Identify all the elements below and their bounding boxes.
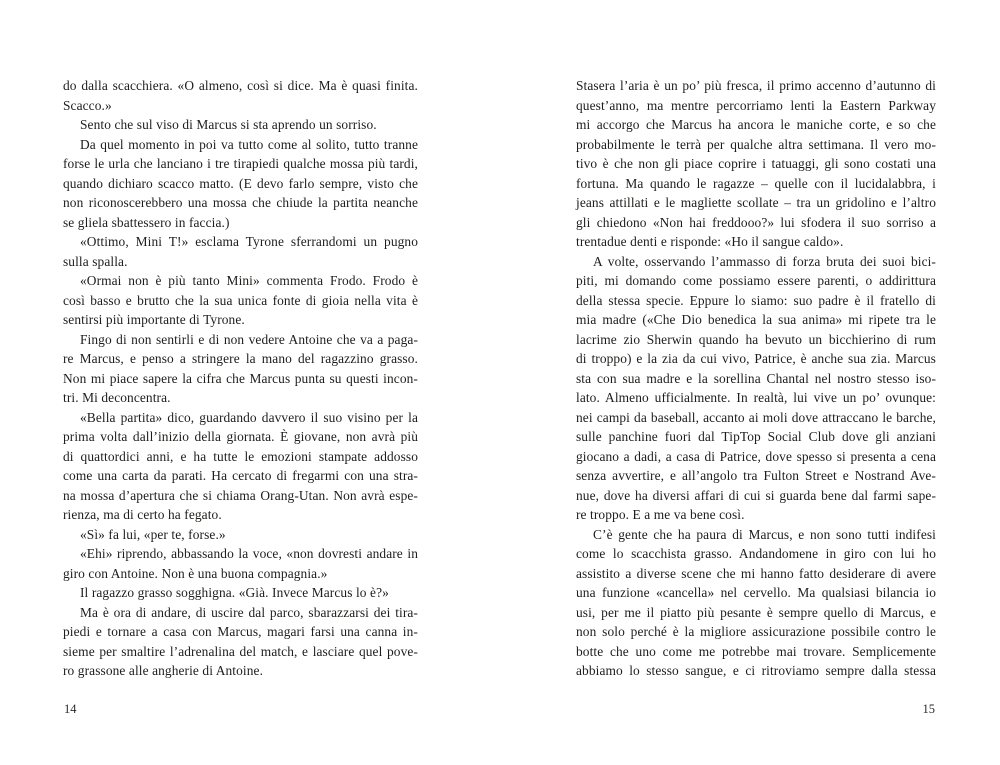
text-line: Non mi piace sapere la cifra che Marcus punta su questi incon- [63, 370, 418, 386]
text-line: nue, dove ha diversi affari di cui si guarda bene dal farmi sape- [576, 487, 936, 503]
text-line: Da quel momento in poi va tutto come al solito, tutto tranne [80, 136, 418, 152]
text-line: come lo scacchista grasso. Andandomene in giro con lui ho [576, 546, 936, 561]
text-line: Stasera l’aria è un po’ più fresca, il primo accenno d’autunno di [576, 78, 936, 93]
text-line: trentadue denti e risponde: «Ho il sangue caldo». [576, 234, 844, 249]
text-line: forse le urla che lanciano i tre tirapiedi qualche mossa più tardi, [63, 156, 418, 171]
left-page-number: 14 [64, 702, 77, 716]
text-line: lacrime zio Sherwin quando ha bevuto un bicchierino di rum [576, 331, 936, 347]
text-line: assistito a diverse scene che mi hanno fatto desiderare di avere [576, 565, 936, 581]
text-line: fortuna. Ma quando le ragazze – quelle con il lucidalabbra, i [576, 175, 936, 191]
text-line: do dalla scacchiera. «O almeno, così si dice. Ma è quasi finita. [63, 78, 418, 93]
text-line: sta con sua madre e la sorellina Chantal nel nostro stesso iso- [576, 370, 936, 386]
text-line: se gliela sbattessero in faccia.) [63, 214, 230, 230]
text-line: come una carta da parati. Ha cercato di fregarmi con una stra- [63, 468, 418, 483]
text-line: piti, mi domando come possiamo essere parenti, o addirittura [576, 273, 936, 288]
text-line: una funzione «cancella» nel cervello. Ma qualsiasi bilancia io [576, 585, 936, 600]
text-line: mi accorgo che Marcus ha ancora le maniche corte, e so che [576, 117, 936, 132]
right-page-number: 15 [922, 702, 935, 716]
right-page-text [576, 76, 936, 681]
text-line: giro con Antoine. Non è una buona compagnia.» [63, 565, 328, 581]
text-line: ro grassone alle angherie di Antoine. [63, 663, 264, 678]
left-page-text [63, 76, 418, 681]
text-line: sulle panchine fuori dal TipTop Social Club dove gli anziani [576, 429, 936, 444]
text-line: giocano a dadi, a casa di Patrice, dove spesso si presenta a cena [576, 448, 936, 464]
text-line: sulla spalla. [63, 253, 128, 269]
text-line: re troppo. E a me va bene così. [576, 507, 745, 522]
text-line: Sento che sul viso di Marcus si sta aprendo un sorriso. [80, 117, 377, 132]
text-line: così basso e brutto che la sua unica fonte di gioia nella vita è [63, 292, 418, 308]
text-line: non riconoscerebbero una mossa che chiude la partita neanche [63, 195, 418, 210]
text-line: «Sì» fa lui, «per te, forse.» [80, 526, 226, 542]
text-line: sieme per smaltire l’adrenalina del match, e lasciare quel pove- [63, 643, 418, 659]
text-line: di troppo) e la zia da cui vivo, Patrice, è anche sua zia. Marcus [576, 351, 936, 366]
text-line: tivo è che non gli piace coprire i tatuaggi, gli sono costati una [576, 156, 936, 171]
text-line: abbiamo lo stesso sangue, e ci ritroviamo sempre dalla stessa [576, 663, 936, 678]
text-line: C’è gente che ha paura di Marcus, e non sono tutti indifesi [593, 526, 936, 542]
text-line: Fingo di non sentirli e di non vedere Antoine che va a paga- [80, 331, 418, 347]
text-line: senza avvertire, e all’angolo tra Fulton Street e Nostrand Ave- [576, 468, 936, 483]
text-line: non solo perché è la migliore assicurazione possibile contro le [576, 624, 936, 639]
text-line: Il ragazzo grasso sogghigna. «Già. Invece Marcus lo è?» [80, 585, 389, 600]
text-line: quando dichiaro scacco matto. (E devo farlo sempre, visto che [63, 175, 418, 191]
text-line: re Marcus, e penso a stringere la mano del ragazzino grasso. [63, 351, 418, 366]
text-line: usi, per me il piatto più pesante è sempre quello di Marcus, e [576, 604, 936, 620]
text-line: prima volta dall’inizio della giornata. È giovane, non avrà più [63, 429, 418, 444]
text-line: Scacco.» [63, 97, 112, 113]
text-line: di quattordici anni, e ha tutte le emozioni stampate addosso [63, 448, 418, 464]
text-line: «Ehi» riprendo, abbassando la voce, «non dovresti andare in [80, 546, 418, 561]
text-line: sentirsi più importante di Tyrone. [63, 312, 245, 327]
text-line: tri. Mi deconcentra. [63, 390, 171, 405]
text-line: gli chiedono «Non hai freddooo?» lui sfodera il suo sorriso a [576, 214, 936, 230]
text-line: A volte, osservando l’ammasso di forza bruta dei suoi bici- [593, 253, 936, 269]
text-line: piedi e tornare a casa con Marcus, magari farsi una canna in- [63, 624, 418, 639]
text-line: «Ottimo, Mini T!» esclama Tyrone sferrandomi un pugno [80, 234, 418, 249]
text-line: lato. Almeno ufficialmente. In realtà, lui vive un po’ ovunque: [576, 390, 936, 405]
text-line: botte che uno come me potrebbe mai trovare. Semplicemente [576, 643, 936, 659]
text-line: mia madre («Che Dio benedica la sua anima» mi ripete tra le [576, 312, 936, 327]
text-line: della stessa specie. Eppure lo siamo: suo padre è il fratello di [576, 292, 936, 308]
text-line: nei campi da baseball, accanto ai moli dove attraccano le barche, [576, 409, 936, 425]
text-line: na mossa d’apertura che si chiama Orang-Utan. Non avrà espe- [63, 487, 418, 503]
text-line: quest’anno, ma mentre percorriamo lenti la Eastern Parkway [576, 97, 936, 113]
text-line: jeans attillati e le magliette scollate – tra un gridolino e l’altro [576, 195, 936, 210]
text-line: «Bella partita» dico, guardando davvero il suo visino per la [80, 409, 418, 425]
text-line: «Ormai non è più tanto Mini» commenta Frodo. Frodo è [80, 273, 418, 288]
text-line: rienza, ma di certo ha fegato. [63, 507, 222, 522]
text-line: Ma è ora di andare, di uscire dal parco, sbarazzarsi dei tira- [80, 604, 418, 620]
text-line: probabilmente le terrà per qualche altra settimana. Il vero mo- [576, 136, 936, 152]
